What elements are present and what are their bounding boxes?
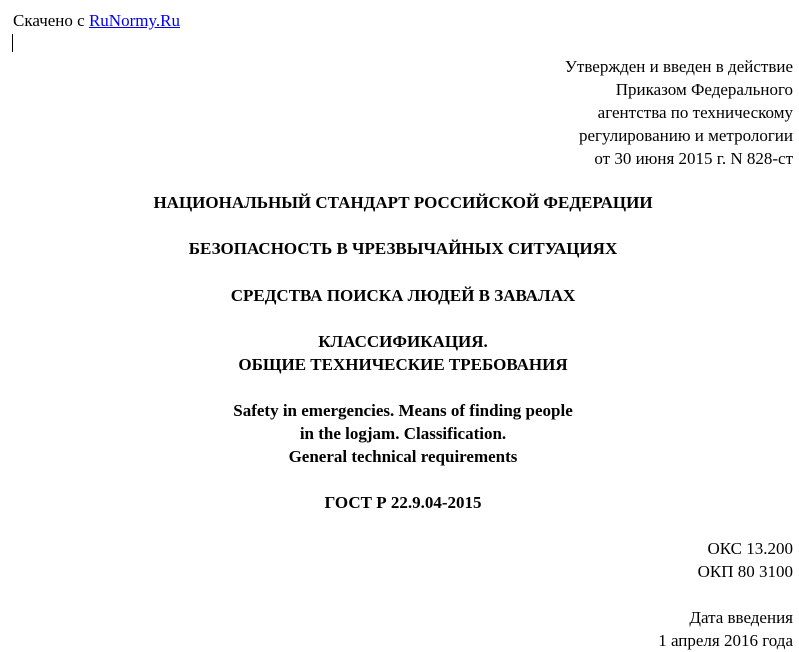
runormy-link[interactable]: RuNormy.Ru (88, 11, 180, 30)
approval-block (565, 55, 793, 170)
classification-line: КЛАССИФИКАЦИЯ. (318, 332, 488, 351)
approval-line: Приказом Федерального (615, 80, 793, 99)
english-title-line: General technical requirements (288, 447, 518, 466)
okp-code: ОКП 80 3100 (697, 562, 793, 581)
approval-line: Утвержден и введен в действие (564, 57, 793, 76)
safety-heading: БЕЗОПАСНОСТЬ В ЧРЕЗВЫЧАЙНЫХ СИТУАЦИЯХ (188, 239, 618, 258)
text-cursor (12, 34, 13, 52)
approval-line: от 30 июня 2015 г. N 828-ст (594, 149, 793, 168)
source-line (13, 9, 180, 32)
means-heading: СРЕДСТВА ПОИСКА ЛЮДЕЙ В ЗАВАЛАХ (230, 286, 576, 305)
introduction-date: 1 апреля 2016 года (658, 631, 793, 650)
oks-code: ОКС 13.200 (707, 539, 793, 558)
approval-line: агентства по техническому (597, 103, 793, 122)
introduction-date-block (658, 606, 793, 652)
gost-number: ГОСТ Р 22.9.04-2015 (324, 493, 482, 512)
classification-codes (698, 537, 793, 583)
english-title-line: in the logjam. Classification. (299, 424, 507, 443)
approval-line: регулированию и метрологии (578, 126, 793, 145)
introduction-label: Дата введения (689, 608, 793, 627)
english-title (0, 399, 799, 468)
classification-heading (0, 330, 799, 376)
source-prefix: Скачено с (13, 11, 89, 30)
english-title-line: Safety in emergencies. Means of finding people (233, 401, 573, 420)
national-standard-heading: НАЦИОНАЛЬНЫЙ СТАНДАРТ РОССИЙСКОЙ ФЕДЕРАЦИИ (153, 193, 653, 212)
classification-line: ОБЩИЕ ТЕХНИЧЕСКИЕ ТРЕБОВАНИЯ (238, 355, 568, 374)
